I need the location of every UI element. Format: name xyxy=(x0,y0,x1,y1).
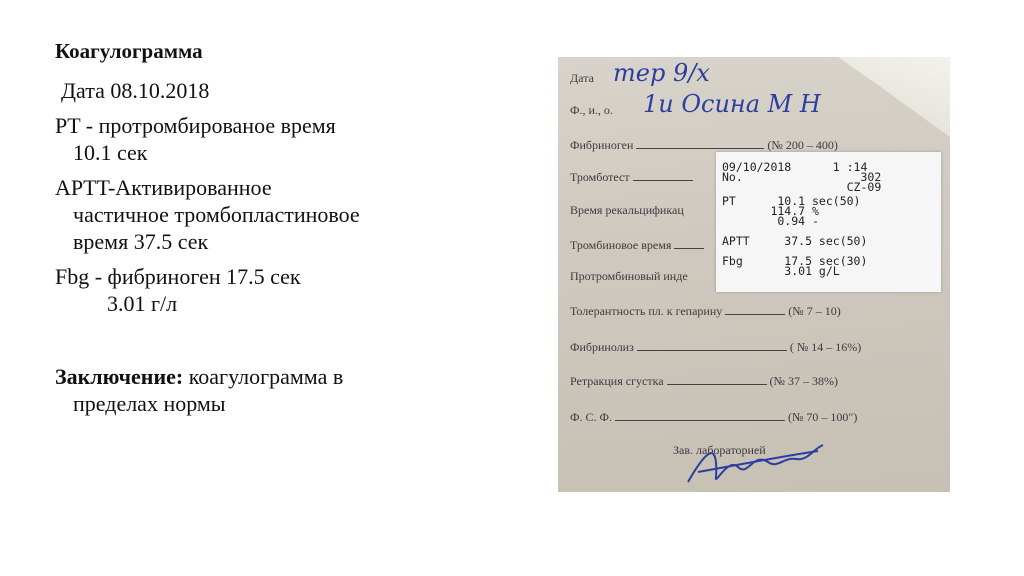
form-thrombin-label: Тромбиновое время xyxy=(570,238,672,252)
slide-title: Коагулограмма xyxy=(55,39,203,63)
form-fio-row xyxy=(570,103,613,118)
fbg-value: 3.01 г/л xyxy=(107,291,178,316)
conclusion-text-2: пределах нормы xyxy=(73,391,226,416)
conclusion-line xyxy=(55,363,495,390)
form-fsf-row xyxy=(570,409,857,425)
form-fio-handwriting: 1и Осина М Н xyxy=(643,90,821,118)
form-retraction-label: Ретракция сгустка xyxy=(570,374,664,388)
aptt-value: время 37.5 сек xyxy=(73,229,209,254)
printout-line: Fbg 17.5 sec(30) xyxy=(722,254,868,268)
form-underline xyxy=(667,373,767,385)
aptt-line-2: частичное тромбопластиновое xyxy=(73,202,360,227)
conclusion-label: Заключение: xyxy=(55,364,184,389)
printout-line: 0.94 - xyxy=(722,214,819,228)
pt-value: 10.1 сек xyxy=(73,140,148,165)
printout-line: PT 10.1 sec(50) xyxy=(722,194,861,208)
date-line: Дата 08.10.2018 xyxy=(61,78,210,103)
form-recalc-label: Время рекальцификац xyxy=(570,203,684,217)
form-trombotest-row xyxy=(570,169,693,185)
form-fibrinogen-row xyxy=(570,137,838,153)
form-tolerance-row xyxy=(570,303,841,319)
form-retraction-row xyxy=(570,373,838,389)
form-thrombin-row xyxy=(570,237,704,253)
form-date-row xyxy=(570,71,594,86)
form-fibrinolysis-row xyxy=(570,339,861,355)
printout-line: 09/10/2018 1 :14 xyxy=(722,160,868,174)
form-fibrinolysis-label: Фибринолиз xyxy=(570,340,634,354)
form-underline xyxy=(636,137,764,149)
form-date-handwriting: тер 9/х xyxy=(613,59,710,87)
form-tolerance-label: Толерантность пл. к гепарину xyxy=(570,304,723,318)
form-fio-label: Ф., и., о. xyxy=(570,103,613,117)
analyzer-printout xyxy=(716,152,941,292)
form-trombotest-label: Тромботест xyxy=(570,170,630,184)
form-fibrinolysis-norm: ( № 14 – 16%) xyxy=(789,340,862,354)
form-retraction-norm: (№ 37 – 38%) xyxy=(769,374,838,388)
form-fibrinogen-norm: (№ 200 – 400) xyxy=(767,138,838,152)
form-underline xyxy=(633,169,693,181)
form-fsf-label: Ф. С. Ф. xyxy=(570,410,612,424)
aptt-line: APTT-Активированное xyxy=(55,175,272,200)
form-underline xyxy=(725,303,785,315)
signature-icon xyxy=(678,437,828,492)
form-fsf-norm: (№ 70 – 100") xyxy=(787,410,858,424)
form-prothrombin-label: Протромбиновый инде xyxy=(570,269,688,283)
pt-line: PT - протромбированое время xyxy=(55,113,336,138)
slide-text xyxy=(55,38,495,417)
lab-form-photo xyxy=(558,57,950,492)
printout-line: 3.01 g/L xyxy=(722,264,840,278)
printout-line: 114.7 % xyxy=(722,204,819,218)
fbg-line: Fbg - фибриноген 17.5 сек xyxy=(55,264,301,289)
form-date-label: Дата xyxy=(570,71,594,85)
form-recalc-row xyxy=(570,203,684,218)
form-underline xyxy=(637,339,787,351)
form-head-label: Зав. лабораторией xyxy=(673,443,766,457)
printout-line: APTT 37.5 sec(50) xyxy=(722,234,868,248)
printout-line: No. 302 xyxy=(722,170,882,184)
conclusion-text: коагулограмма в xyxy=(183,364,344,389)
form-fibrinogen-label: Фибриноген xyxy=(570,138,634,152)
form-tolerance-norm: (№ 7 – 10) xyxy=(788,304,841,318)
form-underline xyxy=(674,237,704,249)
form-prothrombin-row xyxy=(570,269,688,284)
printout-line: CZ-09 xyxy=(722,180,882,194)
form-underline xyxy=(615,409,785,421)
